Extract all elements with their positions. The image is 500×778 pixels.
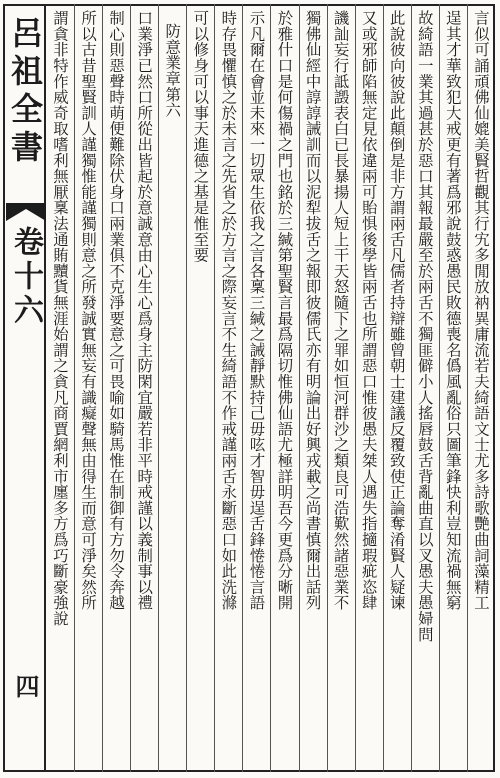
book-title: 呂祖全書 (6, 16, 44, 168)
text-column: 故綺語一業其過甚於惡口其報最嚴至於兩舌不獨匪僻小人搖唇鼓舌背亂曲直以叉愚夫愚婦問 (415, 10, 434, 642)
text-column: 又或邪師陷無定見依違兩可貽惧後學皆兩舌也所謂惡口惟彼愚夫桀人遇失指擿瑕疵恣肆 (359, 10, 378, 611)
margin-strip (3, 4, 46, 772)
text-column: 口業淨已然口所從出皆起於意誠意由心生心爲身主防閑宜嚴若非平時戒謹以義制事以禮 (135, 10, 154, 611)
chapter-heading: 防意業章第六 (163, 23, 182, 118)
text-column: 逞其才華致犯大戒更有著爲邪說鼓惑愚民敗德喪名僞風亂俗只圖筆鋒快利豈知流禍無窮 (443, 10, 462, 611)
text-column: 時存畏懼慎之於未言之先省之於方言之際妄言不生綺語不作戒謹兩舌永斷惡口如此洗滌 (219, 10, 238, 611)
page-number: 四 (11, 674, 40, 698)
text-column: 謂貪非特作威奇取嗜利無厭稟法通賄黷貨無涯始謂之貪凡商賈網利市廛多方爲巧斷豪強說 (51, 10, 69, 627)
main-text (46, 4, 495, 772)
fish-tail-ornament-icon (6, 203, 46, 221)
text-column: 示凡爾在會並未來一切眾生依我之言各稟三緘之誡靜默持己毋呟才智毋逞舌鋒惓惓言語 (247, 10, 266, 611)
text-column: 於雅什口是何傷禍之門也銘於三緘第聖賢言最爲隔切惟佛仙語尤極詳明吾今更爲分晰開 (275, 10, 294, 611)
text-column: 制心則惡聲時萌便難除伏身口兩業俱不克淨要意之可畏喻如騎馬惟在制御有方勿令奔越 (107, 10, 126, 611)
volume-label: 卷十六 (8, 226, 43, 328)
text-column: 言似可誦頑佛仙媲美賢哲觀其行宄多閒放衲異庸流若夫綺語文士尤多詩歌艷曲詞藻精工 (471, 10, 490, 611)
text-column: 獨佛仙經中諄諄誡訓而以泥犁拔舌之報即彼儒氏亦有明論出好興戎載之尚書慎爾出話列 (303, 10, 322, 611)
text-column: 可以修身可以事天進德之基是惟至要 (191, 10, 210, 263)
text-column: 譏訕妄行詆譭表白已長暴揚人短上干天怒隨下之罪如恒河群沙之類良可浩歎然諸惡業不 (331, 10, 350, 611)
text-column: 此說彼向彼說此顛倒是非方謂兩舌凡儒者持辯雖曾朝士建議反覆致使正論奪淆賢人疑谏 (387, 10, 406, 611)
text-column: 所以古昔聖賢訓人謹獨惟能謹獨則意之所發誠實無妄有識癡聲無由得生而意可淨矣然所 (79, 10, 98, 611)
